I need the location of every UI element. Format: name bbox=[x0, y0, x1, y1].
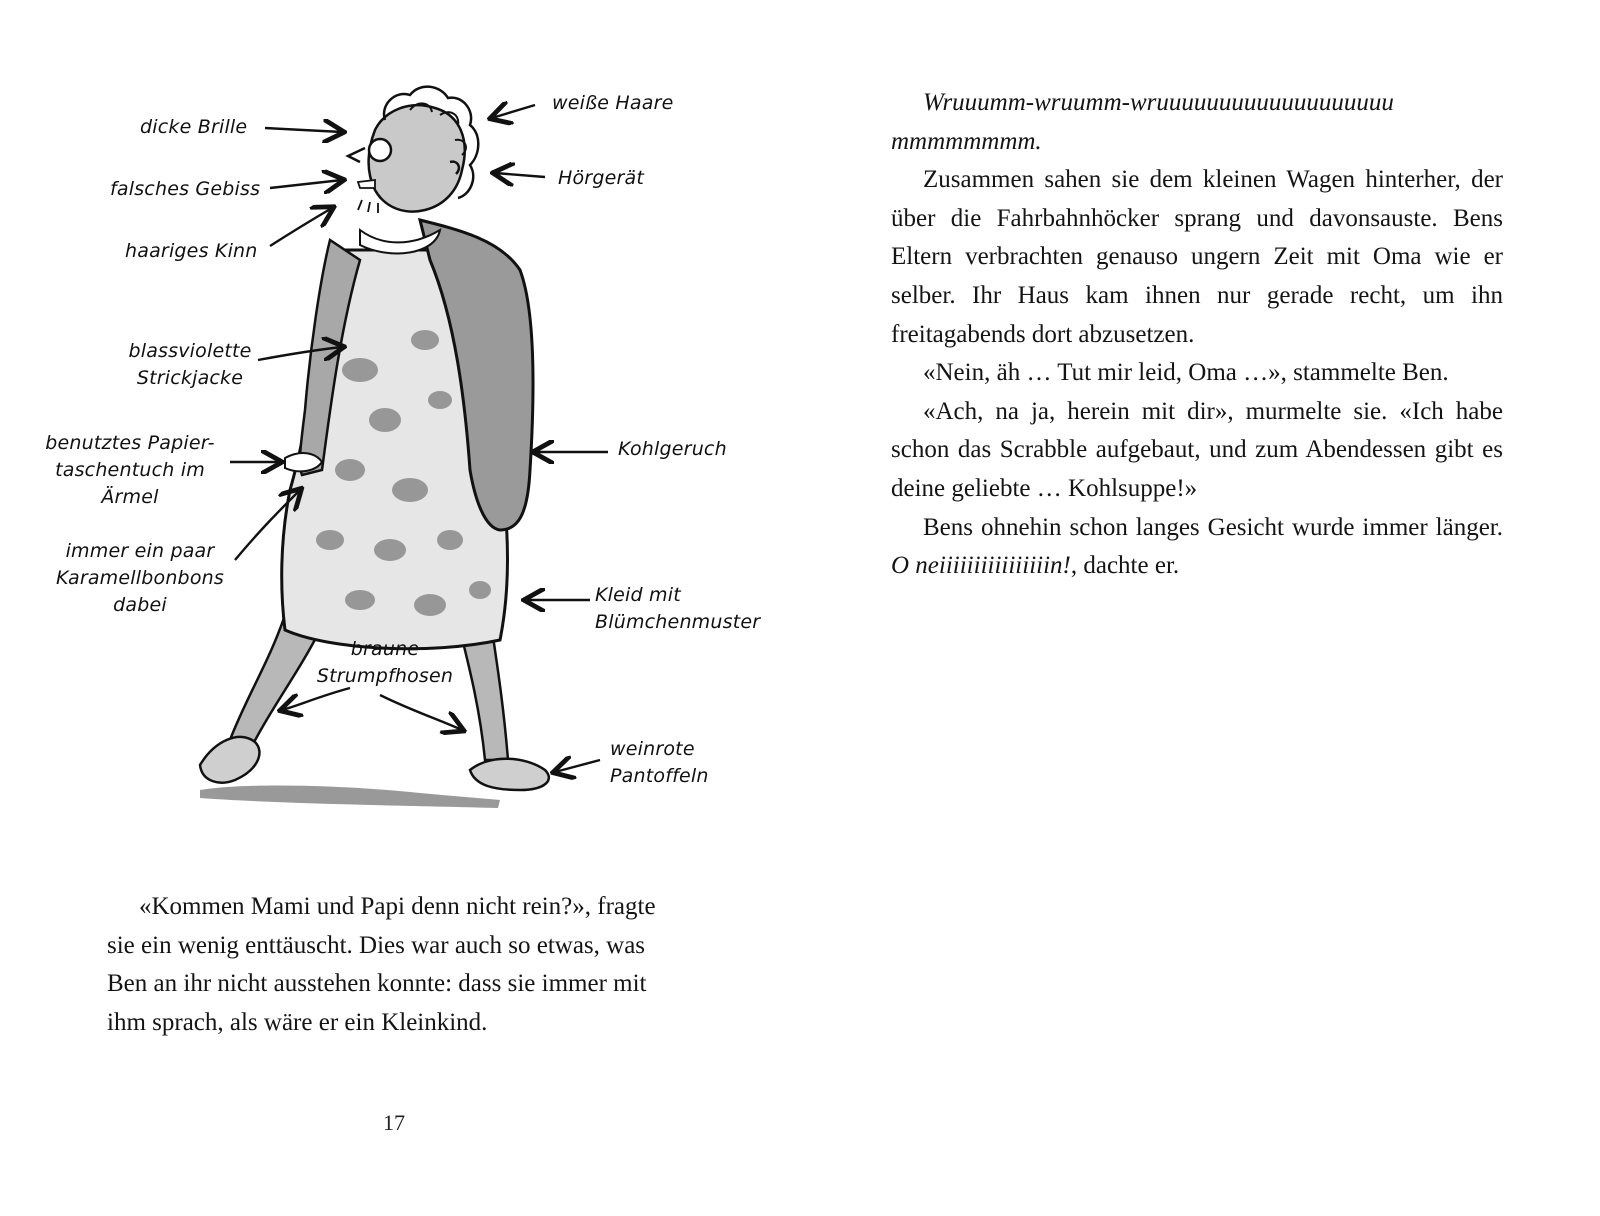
label-kleid-line-1: Kleid mit bbox=[595, 584, 681, 606]
right-page-text bbox=[891, 84, 1503, 586]
label-taschentuch-line-1: benutztes Papier- bbox=[45, 432, 215, 454]
sound-line-1-text: Wruuumm-wruumm-wruuuuuuuuuuuuuuuuuuu bbox=[923, 89, 1394, 116]
sound-line-1 bbox=[891, 84, 1503, 123]
label-kleid-line-2: Blümchenmuster bbox=[595, 611, 761, 633]
paragraph-4-start: Bens ohnehin schon langes Gesicht wurde immer länger. bbox=[923, 513, 1503, 541]
left-line-3: Ben an ihr nicht ausstehen konnte: dass sie immer mit bbox=[107, 970, 647, 998]
label-pantoffeln-line-2: Pantoffeln bbox=[610, 765, 709, 787]
left-page-paragraph bbox=[107, 888, 694, 1042]
grandma-illustration bbox=[30, 70, 790, 850]
label-bonbons-line-1: immer ein paar bbox=[65, 540, 215, 562]
sound-line-2: mmmmmmmm. bbox=[891, 127, 1042, 155]
paragraph-4-italic: O neiiiiiiiiiiiiiiiin! bbox=[891, 552, 1071, 580]
label-haariges-kinn: haariges Kinn bbox=[125, 240, 258, 262]
label-strumpfhosen-line-2: Strumpfhosen bbox=[316, 665, 454, 687]
label-taschentuch bbox=[35, 430, 225, 511]
paragraph-4 bbox=[891, 509, 1503, 586]
paragraph-3: «Ach, na ja, herein mit dir», murmelte sie. «Ich habe schon das Scrabble aufgebaut, und zum Abendessen gibt es deine geliebte … Kohlsuppe!» bbox=[891, 397, 1503, 502]
label-weisse-haare: weiße Haare bbox=[552, 92, 674, 114]
label-strumpfhosen bbox=[310, 636, 460, 690]
paragraph-4-end: , dachte er. bbox=[1070, 552, 1180, 580]
label-kleid bbox=[595, 582, 760, 636]
label-hoergeraet: Hörgerät bbox=[558, 167, 644, 189]
left-line-2: sie ein wenig enttäuscht. Dies war auch so etwas, was bbox=[107, 931, 646, 959]
label-kohlgeruch: Kohlgeruch bbox=[618, 438, 727, 460]
label-falsches-gebiss: falsches Gebiss bbox=[110, 178, 261, 200]
label-strumpfhosen-line-1: braune bbox=[350, 638, 420, 660]
paragraph-1: Zusammen sahen sie dem kleinen Wagen hinterher, der über die Fahrbahnhöcker sprang und davonsauste. Bens Eltern verbrachten genauso ungern Zeit mit Oma wie er selber. Ihr Haus kam ihnen nur gerade recht, um ihn freitagabends dort abzusetzen. bbox=[891, 166, 1503, 348]
label-dicke-brille: dicke Brille bbox=[140, 116, 248, 138]
left-line-1: «Kommen Mami und Papi denn nicht rein?», fragte bbox=[139, 893, 656, 920]
label-bonbons-line-3: dabei bbox=[113, 594, 167, 616]
label-taschentuch-line-2: taschentuch im bbox=[55, 459, 205, 481]
page-number: 17 bbox=[383, 1110, 405, 1135]
label-taschentuch-line-3: Ärmel bbox=[101, 486, 159, 508]
label-strickjacke-line-1: blassviolette bbox=[128, 340, 252, 362]
left-line-4: ihm sprach, als wäre er ein Kleinkind. bbox=[107, 1008, 488, 1036]
label-bonbons-line-2: Karamellbonbons bbox=[56, 567, 224, 589]
label-bonbons bbox=[50, 538, 230, 619]
label-pantoffeln-line-1: weinrote bbox=[610, 738, 695, 760]
label-strickjacke bbox=[125, 338, 255, 392]
paragraph-2: «Nein, äh … Tut mir leid, Oma …», stammelte Ben. bbox=[923, 359, 1449, 387]
label-pantoffeln bbox=[610, 736, 709, 790]
label-strickjacke-line-2: Strickjacke bbox=[136, 367, 244, 389]
